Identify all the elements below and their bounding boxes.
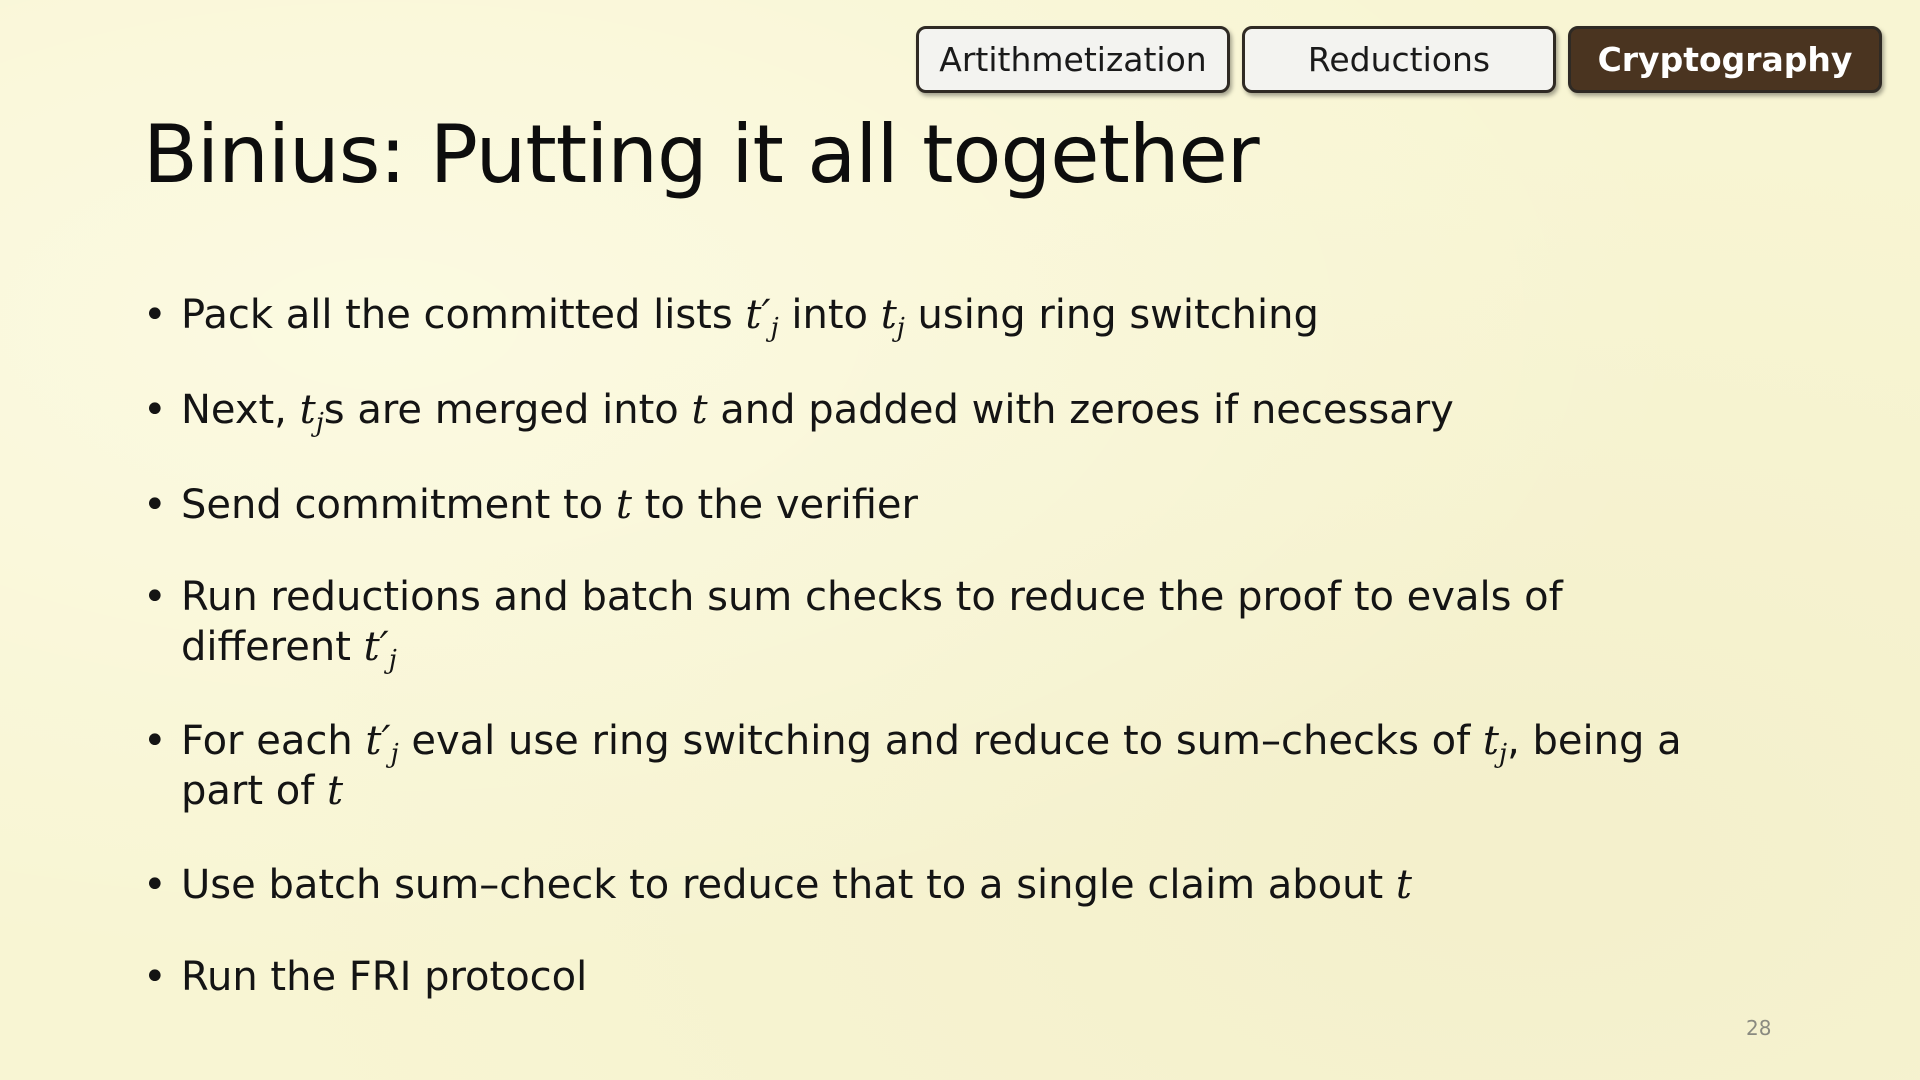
math-symbol: t′ (745, 292, 771, 338)
bullet-send-commitment (143, 480, 918, 530)
math-symbol: t (880, 292, 897, 338)
bullet-text: s are merged into (323, 387, 692, 433)
bullet-text: Run reductions and batch sum checks to reduce the proof to evals of different (181, 574, 1563, 670)
math-t: t (327, 768, 344, 814)
bullet-text: Use batch sum–check to reduce that to a single claim about (181, 862, 1396, 908)
math-t-j (880, 292, 905, 343)
bullet-text: eval use ring switching and reduce to sum–checks of (398, 718, 1483, 764)
tab-cryptography[interactable]: Cryptography (1568, 26, 1882, 93)
bullet-text: and padded with zeroes if necessary (707, 387, 1454, 433)
math-symbol: t (299, 387, 316, 433)
math-t-j (1482, 718, 1508, 769)
bullet-text: Run the FRI protocol (181, 954, 588, 1000)
math-t: t (615, 482, 632, 528)
bullet-text: into (778, 292, 881, 338)
tab-artithmetization[interactable]: Artithmetization (916, 26, 1230, 93)
math-t-prime-j (363, 624, 397, 675)
tab-reductions[interactable]: Reductions (1242, 26, 1556, 93)
bullet-text: Pack all the committed lists (181, 292, 746, 338)
math-t-prime-j (745, 292, 779, 343)
math-subscript: j (388, 645, 397, 675)
bullet-text: Send commitment to (181, 482, 616, 528)
bullet-text: For each (181, 718, 366, 764)
bullet-text: Next, (181, 387, 300, 433)
page-number: 28 (1746, 1016, 1772, 1040)
bullet-merge (143, 385, 1454, 438)
math-t-j (299, 387, 324, 438)
bullet-text: to the verifier (631, 482, 918, 528)
math-t: t (691, 387, 708, 433)
bullet-ring-switching (143, 716, 1723, 816)
bullet-text: using ring switching (904, 292, 1319, 338)
math-subscript: j (390, 739, 399, 769)
bullet-pack-lists (143, 290, 1319, 343)
math-subscript: j (1499, 739, 1508, 769)
math-subscript: j (896, 313, 905, 343)
bullet-fri-protocol (143, 952, 587, 1002)
bullet-run-reductions (143, 572, 1723, 675)
math-subscript: j (315, 408, 324, 438)
math-symbol: t′ (363, 624, 389, 670)
math-symbol: t (1482, 718, 1499, 764)
section-nav (916, 26, 1882, 93)
slide-title: Binius: Putting it all together (143, 108, 1259, 201)
math-t-prime-j (365, 718, 399, 769)
bullet-batch-sum-check (143, 860, 1412, 910)
math-t: t (1395, 862, 1412, 908)
math-symbol: t′ (365, 718, 391, 764)
math-subscript: j (770, 313, 779, 343)
bullet-text: , being a part of (181, 718, 1682, 814)
